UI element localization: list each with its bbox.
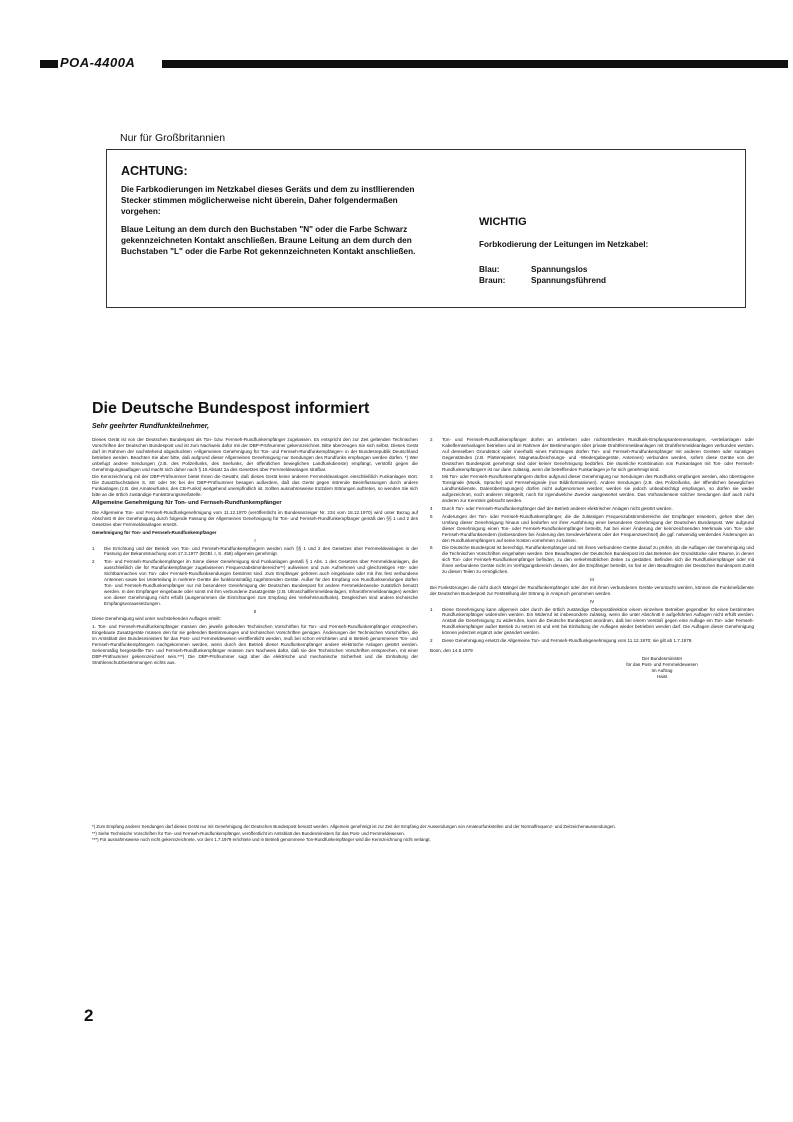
list-item-text: Ton- und Fernseh-Rundfunkempfänger dürfen an ortsfesten oder nichtortsfesten Rundfunk-Empfangsantennenanlagen, -verteilanlagen oder Kabelfernsehanlagen betrieben und im Rahmen der Bestimmungen über private Drahtfernmeldeanlagen mit Drahtfernmeldeanlagen verbunden werden. Auf demselben Grundstück oder innerhalb eines Fahrzeuges dürfen Ton- und Fernseh-Rundfunkempfänger mit anderen Geräten oder sonstigen Gegenständen (z.B. Plattenspieler, Magnetaufzeichnungs- und -Wiedergabegeräte, Antennen) verbunden werden, sofern diese Geräte von der Deutschen Bundespost genehmigt sind oder keiner Genehmigung bedürfen. Die räumliche Kombination von Funkanlagen mit Ton- oder Fernseh-Rundfunkempfängern ist nur dann zulässig, wenn die betreffenden Funkanlagen je für sich genehmigt sind. bbox=[442, 437, 754, 472]
list-item: 2 Ton- und Fernseh-Rundfunkempfänger dürfen an ortsfesten oder nichtortsfesten Rundfunk-Empfangsantennenanlagen, -verteilanlagen oder Kabelfernsehanlagen betrieben und im Rahmen der Bestimmungen über private Drahtfernmeldeanlagen mit Drahtfernmeldeanlagen verbunden werden. Auf demselben Grundstück oder innerhalb eines Fahrzeuges dürfen Ton- und Fernseh-Rundfunkempfänger mit anderen Geräten oder sonstigen Gegenständen (z.B. Plattenspieler, Magnetaufzeichnungs- und -Wiedergabegeräte, Antennen) verbunden werden, sofern diese Geräte von der Deutschen Bundespost genehmigt sind oder keiner Genehmigung bedürfen. Die räumliche Kombination von Funkanlagen mit Ton- oder Fernseh-Rundfunkempfängern ist nur dann zulässig, wenn die betreffenden Funkanlagen je für sich genehmigt sind. bbox=[430, 437, 754, 472]
signature-block bbox=[570, 656, 754, 680]
list-item-text: Ton- und Fernseh-Rundfunkempfänger im Sinne dieser Genehmigung sind Funkanlagen gemäß § 1 Abs. 1 des Gesetzes über Fernmeldeanlagen, die ausschließlich die für Rundfunkempfänger zugelassenen Frequenzabstimmbereiche**) aufweisen und zum Aufnehmen und gleichzeitigen Hör- oder Sichtbarmachen von Ton- oder Fernseh-Rundfunksendungen bestimmt sind. Zum Empfänger gehören auch eingebaute oder mit ihm fest verbundene Antennen sowie bei Unterteilung in mehrere Geräte die funktionsmäßig zugehörenden Geräte. Außer für den Empfang von Rundfunksendungen dürfen Ton- und Fernseh-Rundfunkempfänger nur mit besonderer Genehmigung der Deutschen Bundespost für andere Fernmeldezwecke zusätzlich benutzt werden. In den Empfänger eingebaute oder sonst mit ihm verbundene Zusatzgeräte (z.B. Ultraschallfernmeldeanlagen, Infrarotfernmeldeanlagen) werden von dieser Genehmigung nicht erfaßt (ausgenommen die Einrichtungen zum Empfang des Verkehrsrundfunks). Desgleichen sind andere technische Empfangsvoraussetzungen. bbox=[104, 559, 418, 606]
country-note: Nur für Großbritannien bbox=[120, 132, 226, 144]
roman-numeral: IV bbox=[589, 598, 595, 604]
right-column bbox=[430, 437, 754, 680]
list-item: 2 Ton- und Fernseh-Rundfunkempfänger im Sinne dieser Genehmigung sind Funkanlagen gemäß § 1 Abs. 1 des Gesetzes über Fernmeldeanlagen, die ausschließlich die für Rundfunkempfänger zugelassenen Frequenzabstimmbereiche**) aufweisen und zum Aufnehmen und gleichzeitigen Hör- oder Sichtbarmachen von Ton- oder Fernseh-Rundfunksendungen bestimmt sind. Zum Empfänger gehören auch eingebaute oder mit ihm fest verbundene Antennen sowie bei Unterteilung in mehrere Geräte die funktionsmäßig zugehörenden Geräte. Außer für den Empfang von Rundfunksendungen dürfen Ton- und Fernseh-Rundfunkempfänger nur mit besonderer Genehmigung der Deutschen Bundespost für andere Fernmeldezwecke zusätzlich benutzt werden. In den Empfänger eingebaute oder sonst mit ihm verbundene Zusatzgeräte (z.B. Ultraschallfernmeldeanlagen, Infrarotfernmeldeanlagen) werden von dieser Genehmigung nicht erfaßt (ausgenommen die Einrichtungen zum Empfang des Verkehrsrundfunks). Desgleichen sind andere technische Empfangsvoraussetzungen. bbox=[92, 559, 418, 606]
footnote: ***) Für ausnahmsweise noch nicht gekennzeichnete, vor dem 1.7.1979 errichtete und in Betrieb genommene Ton-Rundfunkempfänger wird die Kennzeichnung nicht verlangt. bbox=[92, 837, 431, 843]
page-number: 2 bbox=[84, 1006, 94, 1025]
signature-line: Der Bundesminister bbox=[641, 655, 683, 661]
list-item: 5 Änderungen der Ton- oder Fernseh-Rundfunkempfänger, die die zulässigen Frequenzabstimmbereiche der Empfänger erweitern, gehen über den Umfang dieser Genehmigung hinaus und bedürfen vor ihrer Ausführung einer besonderen Genehmigung der Deutschen Bundespost. Wer aufgrund dieser Genehmigung einen Ton- oder Fernseh-Rundfunkempfänger betreibt, hat bei einer Änderung der kennzeichnenden Merkmale von Ton- oder Fernseh-Rundfunksendern (insbesondere bei Änderung des Sendeverfahrens oder der Frequenzwechsel) die ggf. notwendig werdenden Änderungen an den Rundfunkempfängern auf seine Kosten vornehmen zu lassen. bbox=[430, 513, 754, 543]
list-item-text: Die Deutsche Bundespost ist berechtigt, Rundfunkempfänger und mit ihnen verbundene Geräte darauf zu prüfen, ob die Auflagen der Genehmigung und die Technischen Vorschriften eingehalten werden. Den Beauftragten der Deutschen Bundespost ist das Betreten der Grundstücke oder Räume, in denen sich Ton- oder Fernseh-Rundfunkempfänger befinden, zu den verkehrsüblichen Zeiten zu gestatten. Befinden sich die Rundfunkempfänger oder mit ihnen verbundene Geräte nicht im Verfügungsbereich dessen, der die Empfänger betreibt, so hat er den Beauftragten der Deutschen Bundespost Zutritt zu diesen Teilen zu ermöglichen. bbox=[442, 545, 754, 575]
intro-paragraph: Dieses Gerät ist von der Deutschen Bundespost als Ton- bzw. Fernseh-Rundfunkempfänger zugelassen. Es entspricht den zur Zeit geltenden Technischen Vorschriften der Deutschen Bundespost und ist zum Nachweis dafür mit der DBP-Prüfnummer gekennzeichnet. Bitte überzeugen Sie sich selbst. Dieses Gerät darf im Rahmen der nachstehend abgedruckten »Allgemeinen Genehmigung für Ton- und Fernseh-Rundfunkempfänger« in der Bundesrepublik Deutschland betrieben werden. Beachten Sie aber bitte, daß aufgrund dieser Allgemeinen Genehmigung nur Sendungen des Rundfunks empfangen werden dürfen. *) Wer unbefugt andere Sendungen (z.B. des Polizeifunks, des Seefunks, der öffentlichen beweglichen Landfunkdienste) empfängt, verstößt gegen die Genehmigungsauflagen und macht sich daher nach § 15 Absatz 2a des Gesetzes über Fernmeldeanlagen strafbar. bbox=[92, 437, 418, 472]
section-heading-general-permit: Allgemeine Genehmigung für Ton- und Fernseh-Rundfunkempfänger bbox=[92, 500, 282, 507]
list-item-text: Diese Genehmigung ersetzt die Allgemeine Ton- und Fernseh-Rundfunkgenehmigung vom 11.12.1970; sie gilt ab 1.7.1979. bbox=[442, 638, 693, 644]
header-lead-bar bbox=[40, 60, 58, 68]
signature-line: für das Post- und Fernmeldewesen bbox=[626, 661, 698, 667]
signature-line: Im Auftrag bbox=[651, 667, 673, 673]
list-item: 2 Diese Genehmigung ersetzt die Allgemeine Ton- und Fernseh-Rundfunkgenehmigung vom 11.12.1970; sie gilt ab 1.7.1979. bbox=[430, 638, 754, 644]
roman-numeral: I bbox=[254, 537, 256, 543]
warning-text-2: Blaue Leitung an dem durch den Buchstaben "N" oder die Farbe Schwarz gekennzeichneten Kontakt anschließen. Braune Leitung an dem durch den Buchstaben "L" oder die Farbe Rot gekennzeichneten Kontakt anschließen. bbox=[121, 225, 416, 256]
interference-paragraph: Bei Funkstörungen die nicht durch Mängel der Rundfunkempfänger oder der mit ihnen verbundenen Geräte verursacht werden, können die Funkmeßdienste der Deutschen Bundespost zur Feststellung der Störung in Anspruch genommen werden. bbox=[430, 584, 754, 596]
page-header bbox=[40, 56, 788, 72]
list-item-text: Mit Ton- oder Fernseh-Rundfunkempfängern dürfen aufgrund dieser Genehmigung nur Sendungen des Rundfunks empfangen werden, also übertragene Tonsignale (Musik, Sprache) und Fernsehsignale (nur Bildinformationen). Andere Sendungen (z.B. des Polizeifunks, der öffentlichen beweglichen Landfunkdienste, Datenübertragungen) dürfen nicht aufgenommen werden; werden sie jedoch unbeabsichtigt empfangen, so dürfen sie weder aufgezeichnet, noch anderen mitgeteilt, noch für irgendwelche Zwecke ausgewertet werden. Das Vorhandensein solcher Sendungen darf auch nicht anderen zur Kenntnis gebracht werden. bbox=[442, 474, 754, 504]
warning-text-1: Die Farbkodierungen im Netzkabel dieses Geräts und dem zu instllierenden Stecker stimmen möglicherweise nicht überein, Daher folgendermaßen vorgehen: bbox=[121, 185, 415, 216]
conditions-intro: Diese Genehmigung wird unter nachstehenden Auflagen erteilt: bbox=[92, 616, 221, 622]
left-column bbox=[92, 437, 418, 668]
roman-numeral: II bbox=[253, 608, 257, 614]
roman-numeral: III bbox=[590, 576, 594, 582]
list-item: 1 Diese Genehmigung kann allgemein oder durch die örtlich zuständige Oberpostdirektion einem einzelnen Betreiber gegenüber für einen bestimmten Rundfunkempfänger widerrufen werden. Ein Widerruf ist insbesondere zulässig, wenn die unter Abschnitt II aufgeführten Auflagen nicht erfüllt werden. Anstatt die Genehmigung zu widerrufen, kann die Deutsche Bundespost anordnen, daß bei einem Verstoß gegen eine Auflage ein Ton- oder Fernseh-Rundfunkempfänger außer Betrieb zu setzen ist und erst bei Einhaltung der Auflagen wieder betrieben werden darf. Die Auflagen dieser Genehmigung können jederzeit ergänzt oder geändert werden. bbox=[430, 606, 754, 636]
wire-meaning: Spannungslos bbox=[531, 265, 588, 274]
list-item-text: Änderungen der Ton- oder Fernseh-Rundfunkempfänger, die die zulässigen Frequenzabstimmbereiche der Empfänger erweitern, gehen über den Umfang dieser Genehmigung hinaus und bedürfen vor ihrer Ausführung einer besonderen Genehmigung der Deutschen Bundespost. Wer aufgrund dieser Genehmigung einen Ton- oder Fernseh-Rundfunkempfänger betreibt, hat bei einer Änderung der kennzeichnenden Merkmale von Ton- oder Fernseh-Rundfunksendern (insbesondere bei Änderung des Sendeverfahrens oder der Frequenzwechsel) die ggf. notwendig werdenden Änderungen an den Rundfunkempfängern auf seine Kosten vornehmen zu lassen. bbox=[442, 513, 754, 543]
list-item-text: Durch Ton- oder Fernseh-Rundfunkempfänger darf der Betrieb anderer elektrischer Anlagen nicht gestört werden. bbox=[442, 505, 673, 511]
section-heading-permit: Genehmigung für Ton- und Fernseh-Rundfunkempfänger bbox=[92, 529, 217, 535]
date-line: Bonn, den 14.5.1979 bbox=[430, 648, 473, 653]
list-item-text: Diese Genehmigung kann allgemein oder durch die örtlich zuständige Oberpostdirektion einem einzelnen Betreiber gegenüber für einen bestimmten Rundfunkempfänger widerrufen werden. Ein Widerruf ist insbesondere zulässig, wenn die unter Abschnitt II aufgeführten Auflagen nicht erfüllt werden. Anstatt die Genehmigung zu widerrufen, kann die Deutsche Bundespost anordnen, daß bei einem Verstoß gegen eine Auflage ein Ton- oder Fernseh-Rundfunkempfänger außer Betrieb zu setzen ist und erst bei Einhaltung der Auflagen wieder betrieben werden darf. Die Auflagen dieser Genehmigung können jederzeit ergänzt oder geändert werden. bbox=[442, 606, 754, 636]
salutation: Sehr geehrter Rundfunkteilnehmer, bbox=[92, 423, 210, 430]
wire-color: Braun: bbox=[479, 276, 506, 285]
important-subtitle: Forbkodierung der Leitungen im Netzkabel: bbox=[479, 240, 649, 249]
signature-line: Haist bbox=[656, 673, 668, 679]
footnotes bbox=[92, 824, 782, 844]
list-item-text: Die Errichtung und der Betrieb von Ton- und Fernseh-Rundfunkempfängern werden nach §§ 1 und 2 des Gesetzes über Fernmeldeanlagen in der Fassung der Bekanntmachung vom 17.3.1977 (BGBl. I, S. 459) allgemein genehmigt. bbox=[104, 545, 418, 557]
article-title: Die Deutsche Bundespost informiert bbox=[92, 400, 370, 417]
important-title: WICHTIG bbox=[479, 216, 527, 228]
list-item: 3 Mit Ton- oder Fernseh-Rundfunkempfängern dürfen aufgrund dieser Genehmigung nur Sendungen des Rundfunks empfangen werden, also übertragene Tonsignale (Musik, Sprache) und Fernsehsignale (nur Bildinformationen). Andere Sendungen (z.B. des Polizeifunks, der öffentlichen beweglichen Landfunkdienste, Datenübertragungen) dürfen nicht aufgenommen werden; werden sie jedoch unbeabsichtigt empfangen, so dürfen sie weder aufgezeichnet, noch anderen mitgeteilt, noch für irgendwelche Zwecke ausgewertet werden. Das Vorhandensein solcher Sendungen darf auch nicht anderen zur Kenntnis gebracht werden. bbox=[430, 474, 754, 504]
general-permit-paragraph: Die Allgemeine Ton- und Fernseh-Rundfunkgenehmigung vom 11.12.1970 (veröffentlicht im Bundesanzeiger Nr. 234 vom 18.12.1970) wird unter Bezug auf Abschnitt III der Genehmigung durch folgende Fassung der Allgemeinen Genehmigung für Ton- und Fernseh-Rundfunkempfänger gemäß den §§ 1 und 2 des Gesetzes über Fernmeldeanlagen ersetzt. bbox=[92, 509, 418, 527]
footnote: *) Zum Empfang anderer Sendungen darf dieses Gerät nur mit Genehmigung der Deutschen Bundespost benutzt werden. Allgemein genehmigt ist zur Zeit der Empfang der Aussendungen von Amateurfunkstellen und der Normalfrequenz- und Zeitzeichenaussendungen. bbox=[92, 824, 616, 829]
condition-1: 1. Ton- und Fernseh-Rundfunkempfänger müssen den jeweils geltenden Technischen Vorschriften für Ton- und Fernseh-Rundfunkempfänger entsprechen. Eingebaute Zusatzgeräte müssen den für sie geltenden Bestimmungen und technischen Vorschriften genügen. Änderungen der Technischen Vorschriften, die im Amtsblatt des Bundesministers für das Post- und Fernmeldewesen veröffentlicht werden, muß bei schon errichteten und in Betrieb genommenen Ton- und Fernseh-Rundfunkempfängern nachgekommen werden, wenn durch den Betrieb dieser Rundfunkempfänger andere elektrische Anlagen gestört werden. Serienmäßig hergestellte Ton- und Fernseh-Rundfunkempfänger müssen zum Nachweis dafür, daß sie den Technischen Vorschriften entsprechen, mit einer DBP-Prüfnummer gekennzeichnet sein.***) Die DBP-Prüfnummer sagt über die elektrische und mechanische Sicherheit und die Einhaltung der Strahlenschutzbestimmungen nichts aus. bbox=[92, 624, 418, 665]
footnote: **) Siehe Technische Vorschriften für Ton- und Fernseh-Rundfunkempfänger, veröffentlicht im Amtsblatt des Bundesministers für das Post- und Fernmeldewesen. bbox=[92, 830, 405, 836]
wire-row-blue bbox=[479, 265, 587, 274]
warning-title: ACHTUNG: bbox=[121, 164, 188, 178]
model-name: POA-4400A bbox=[60, 55, 136, 70]
wire-color: Blau: bbox=[479, 265, 500, 274]
list-item: 4 Durch Ton- oder Fernseh-Rundfunkempfänger darf der Betrieb anderer elektrischer Anlagen nicht gestört werden. bbox=[430, 506, 754, 512]
wire-row-brown bbox=[479, 276, 606, 285]
list-item: 1 Die Errichtung und der Betrieb von Ton- und Fernseh-Rundfunkempfängern werden nach §§ 1 und 2 des Gesetzes über Fernmeldeanlagen in der Fassung der Bekanntmachung vom 17.3.1977 (BGBl. I, S. 459) allgemein genehmigt. bbox=[92, 545, 418, 557]
wire-meaning: Spannungsführend bbox=[531, 276, 607, 285]
warning-box bbox=[106, 149, 746, 308]
intro-paragraph-2: Die Kennzeichnung mit der DBP-Prüfnummer bietet Ihnen die Gewähr, daß dieses Gerät keine anderen Fernmeldeanlagen einschließlich Funkanlagen stört. Die Zusatzbuchstaben S, SE oder SK bei der DBP-Prüfnummer besagen außerdem, daß das Gerät gegen störende Beeinflussungen durch andere Funkanlagen (z.B. des Amateurfunks, des CB-Funks) weitgehend unempfindlich ist. Sollten ausnahmsweise trotzdem Störungen auftreten, so wenden Sie sich bitte an die örtlich zuständige Funkstörungsmeßstelle. bbox=[92, 474, 418, 498]
header-bar bbox=[162, 60, 788, 68]
list-item: 6 Die Deutsche Bundespost ist berechtigt, Rundfunkempfänger und mit ihnen verbundene Geräte darauf zu prüfen, ob die Auflagen der Genehmigung und die Technischen Vorschriften eingehalten werden. Den Beauftragten der Deutschen Bundespost ist das Betreten der Grundstücke oder Räume, in denen sich Ton- oder Fernseh-Rundfunkempfänger befinden, zu den verkehrsüblichen Zeiten zu gestatten. Befinden sich die Rundfunkempfänger oder mit ihnen verbundene Geräte nicht im Verfügungsbereich dessen, der die Empfänger betreibt, so hat er den Beauftragten der Deutschen Bundespost Zutritt zu diesen Teilen zu ermöglichen. bbox=[430, 545, 754, 575]
